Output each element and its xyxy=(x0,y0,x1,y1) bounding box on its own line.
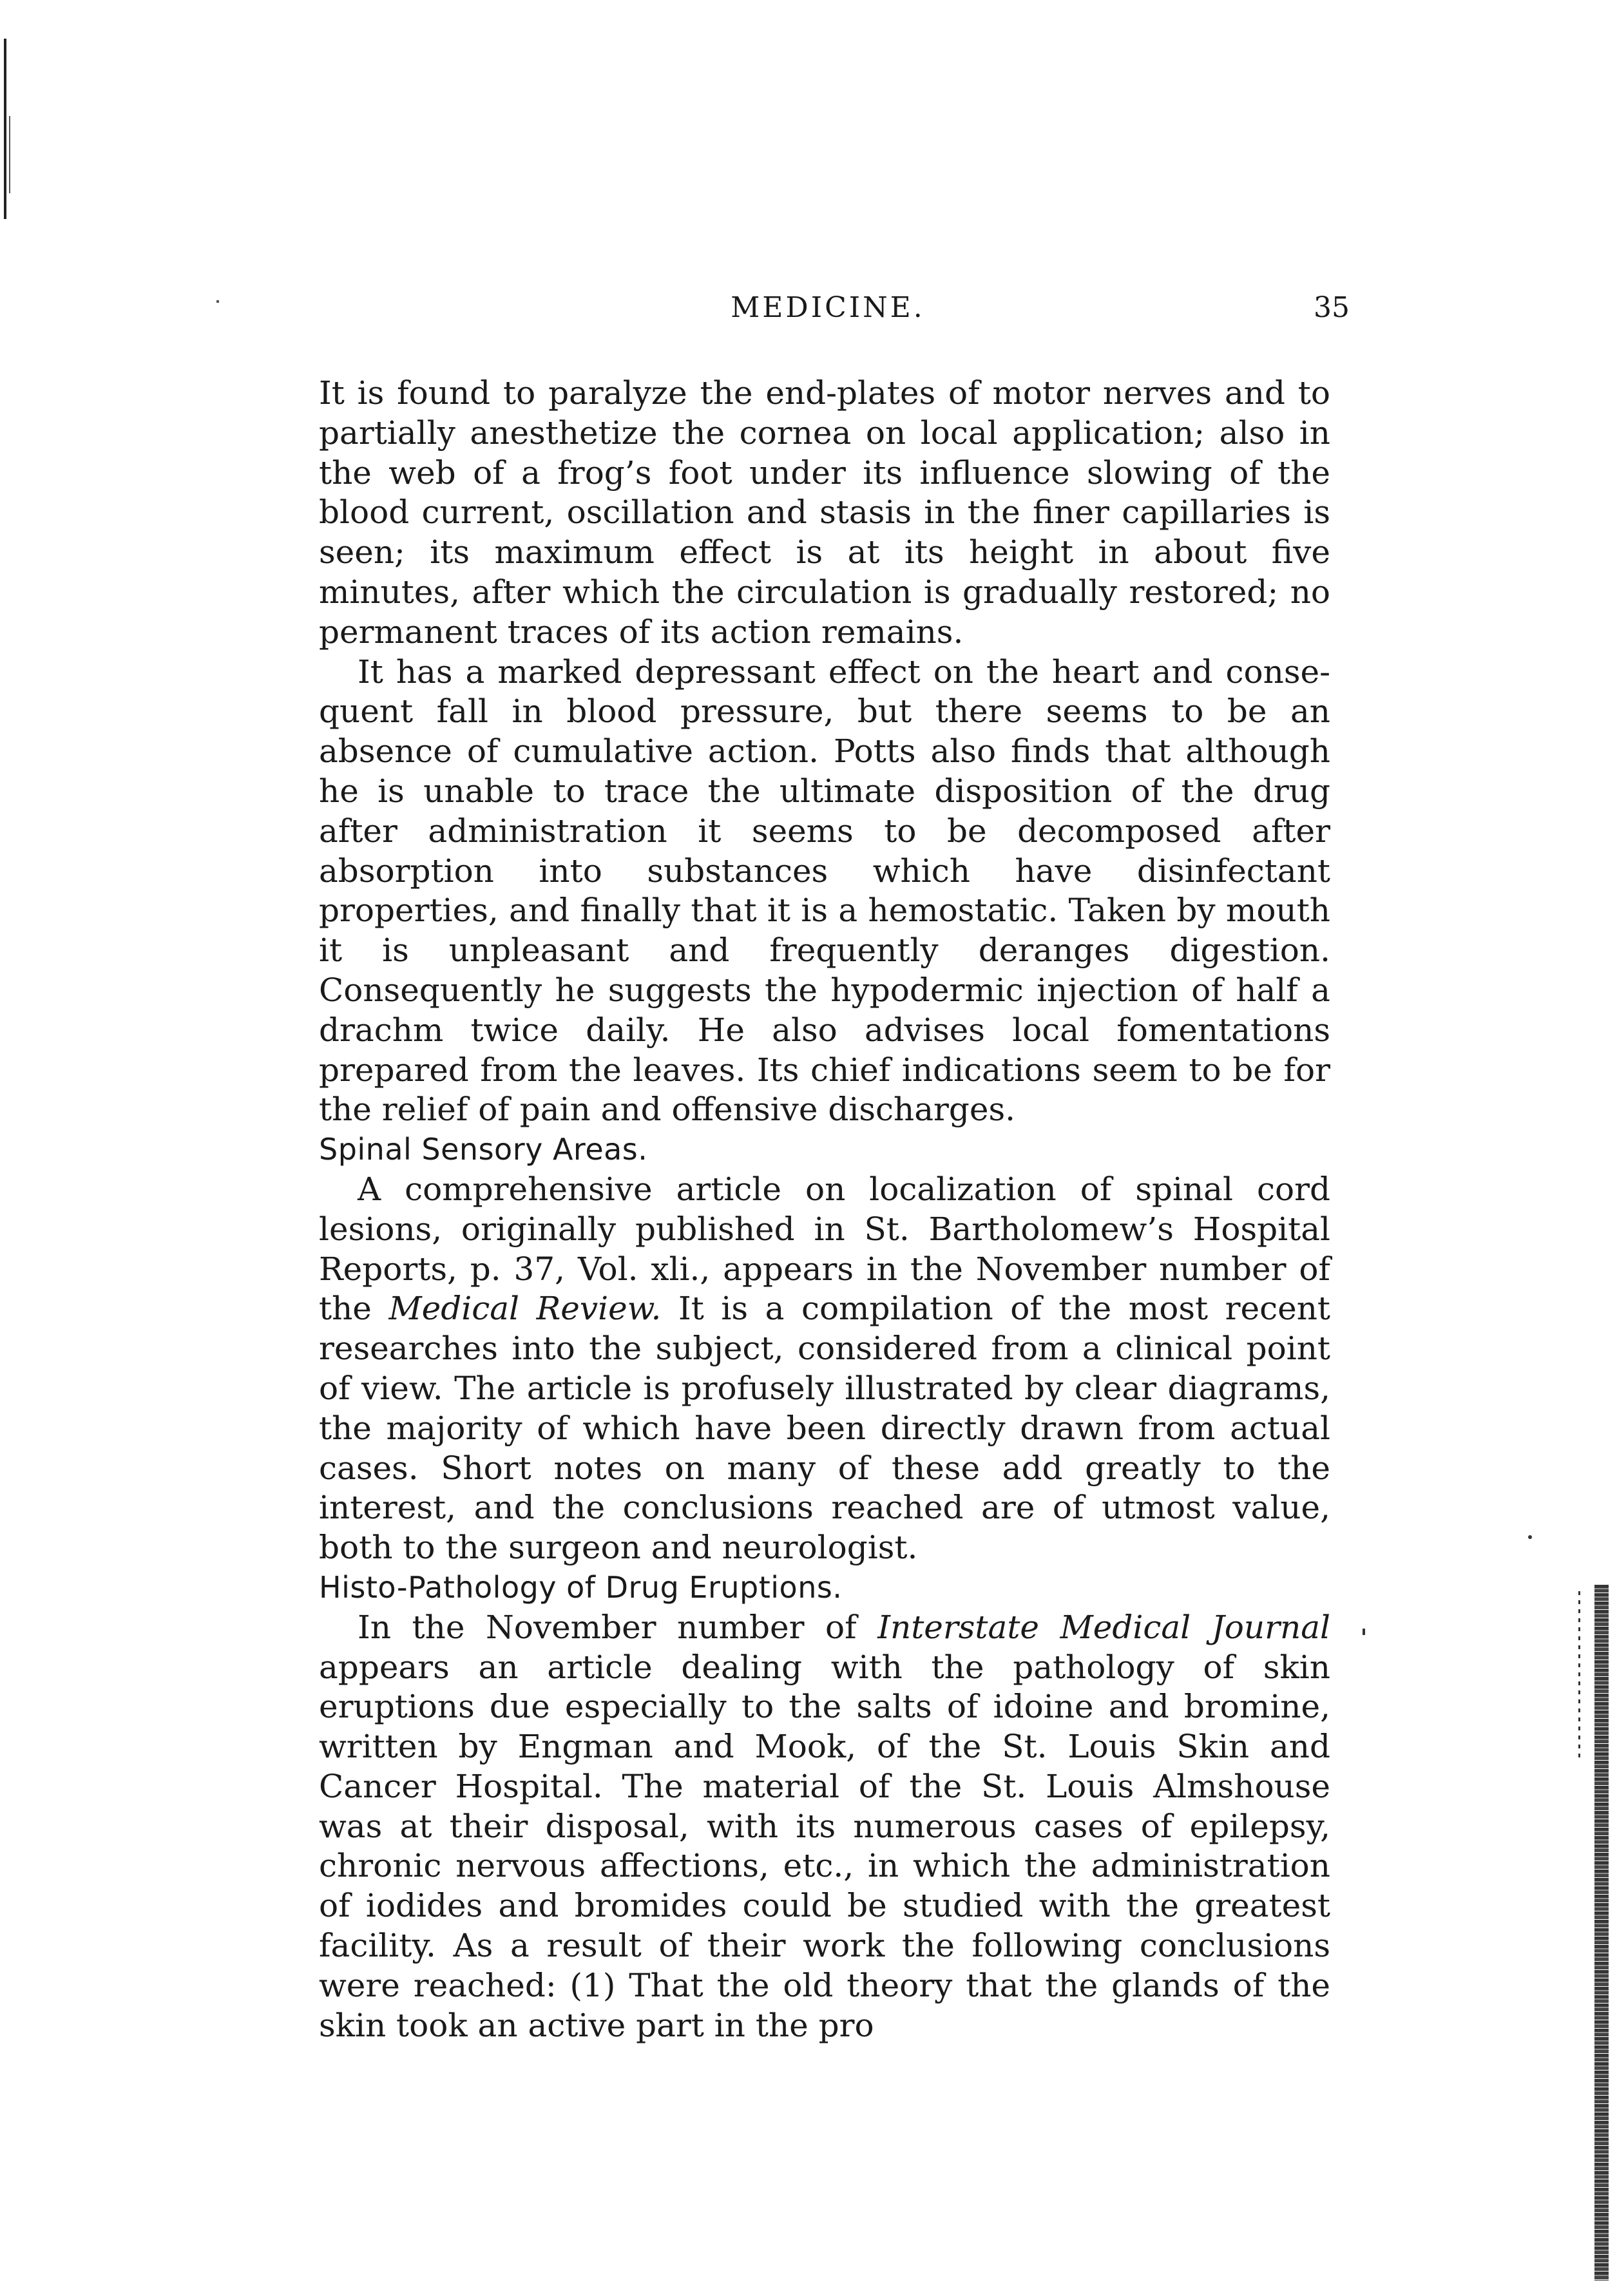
text-run: A comprehensive article on localization of spinal cord lesions, originally published in St. Bartholomew’s Hospital Reports, p. 37, Vol. xli., appears in the November number of the xyxy=(319,1170,1330,1328)
paragraph-continuation: It is found to paralyze the end-plates of motor nerves and to partially anesthetize the cornea on local application; also in the web of a frog’s foot under its influence slowing of the blood current, oscillation and stasis in the finer capillaries is seen; its maximum effect is at its height in about five minutes, after which the circulation is gradually restored; no permanent traces of its action remains. xyxy=(319,374,1330,651)
section-heading-spinal-sensory-areas: Spinal Sensory Areas. xyxy=(319,1132,648,1167)
running-title: MEDICINE. xyxy=(731,291,925,324)
journal-title: Interstate Medical Journal xyxy=(877,1608,1331,1646)
page-number: 35 xyxy=(1314,291,1350,324)
section-heading-histo-pathology: Histo-Pathology of Drug Eruptions. xyxy=(319,1569,843,1605)
scan-artifact-left-edge xyxy=(4,39,6,219)
paragraph-depressant-effect: It has a marked depressant effect on the heart and consequent fall in blood pressure, but there seems to be an absence of cumulative action. Potts also finds that although he is unable to trace the ultimate disposition of the drug after administration it seems to be decomposed after absorption into substances which have disinfectant properties, and finally that it is a hemostatic. Taken by mouth it is unpleasant and frequently deranges digestion. Consequently he suggests the hypodermic injection of half a drachm twice daily. He also advises local fomentations prepared from the leaves. Its chief indications seem to be for the relief of pain and offensive discharges. xyxy=(319,653,1330,1129)
page-header xyxy=(319,283,1350,335)
paragraph-spinal-sensory-areas xyxy=(319,1170,1330,1568)
text-run: In the November number of xyxy=(358,1608,878,1646)
scan-artifact-left-edge-thin xyxy=(9,116,10,193)
scan-speck xyxy=(1363,1629,1365,1635)
scan-speck xyxy=(216,300,219,303)
scan-speck xyxy=(1528,1535,1532,1539)
journal-title: Medical Review. xyxy=(388,1290,662,1328)
text-run: It is a compilation of the most recent researches into the subject, considered from a clinical point of view. The article is profusely illustrated by clear diagrams, the majority of which have been directly drawn from actual cases. Short notes on many of these add greatly to the interest, and the conclusions reached are of utmost value, both to the surgeon and neurologist. xyxy=(319,1290,1331,1567)
scan-artifact-right-edge-thin xyxy=(1578,1591,1580,1759)
scan-artifact-right-edge xyxy=(1594,1585,1609,2281)
body-text xyxy=(319,374,1330,2045)
text-run: appears an article dealing with the pathology of skin eruptions due especially to the salts of idoine and bromine, written by Engman and Mook, of the St. Louis Skin and Cancer Hospital. The material of the St. Louis Almshouse was at their disposal, with its numerous cases of epilepsy, chronic nervous affections, etc., in which the administration of iodides and bromides could be studied with the greatest facility. As a result of their work the following conclusions were reached: (1) That the old theory that the glands of the skin took an active part in the pro xyxy=(319,1648,1330,2044)
paragraph-histo-pathology xyxy=(319,1608,1330,2046)
